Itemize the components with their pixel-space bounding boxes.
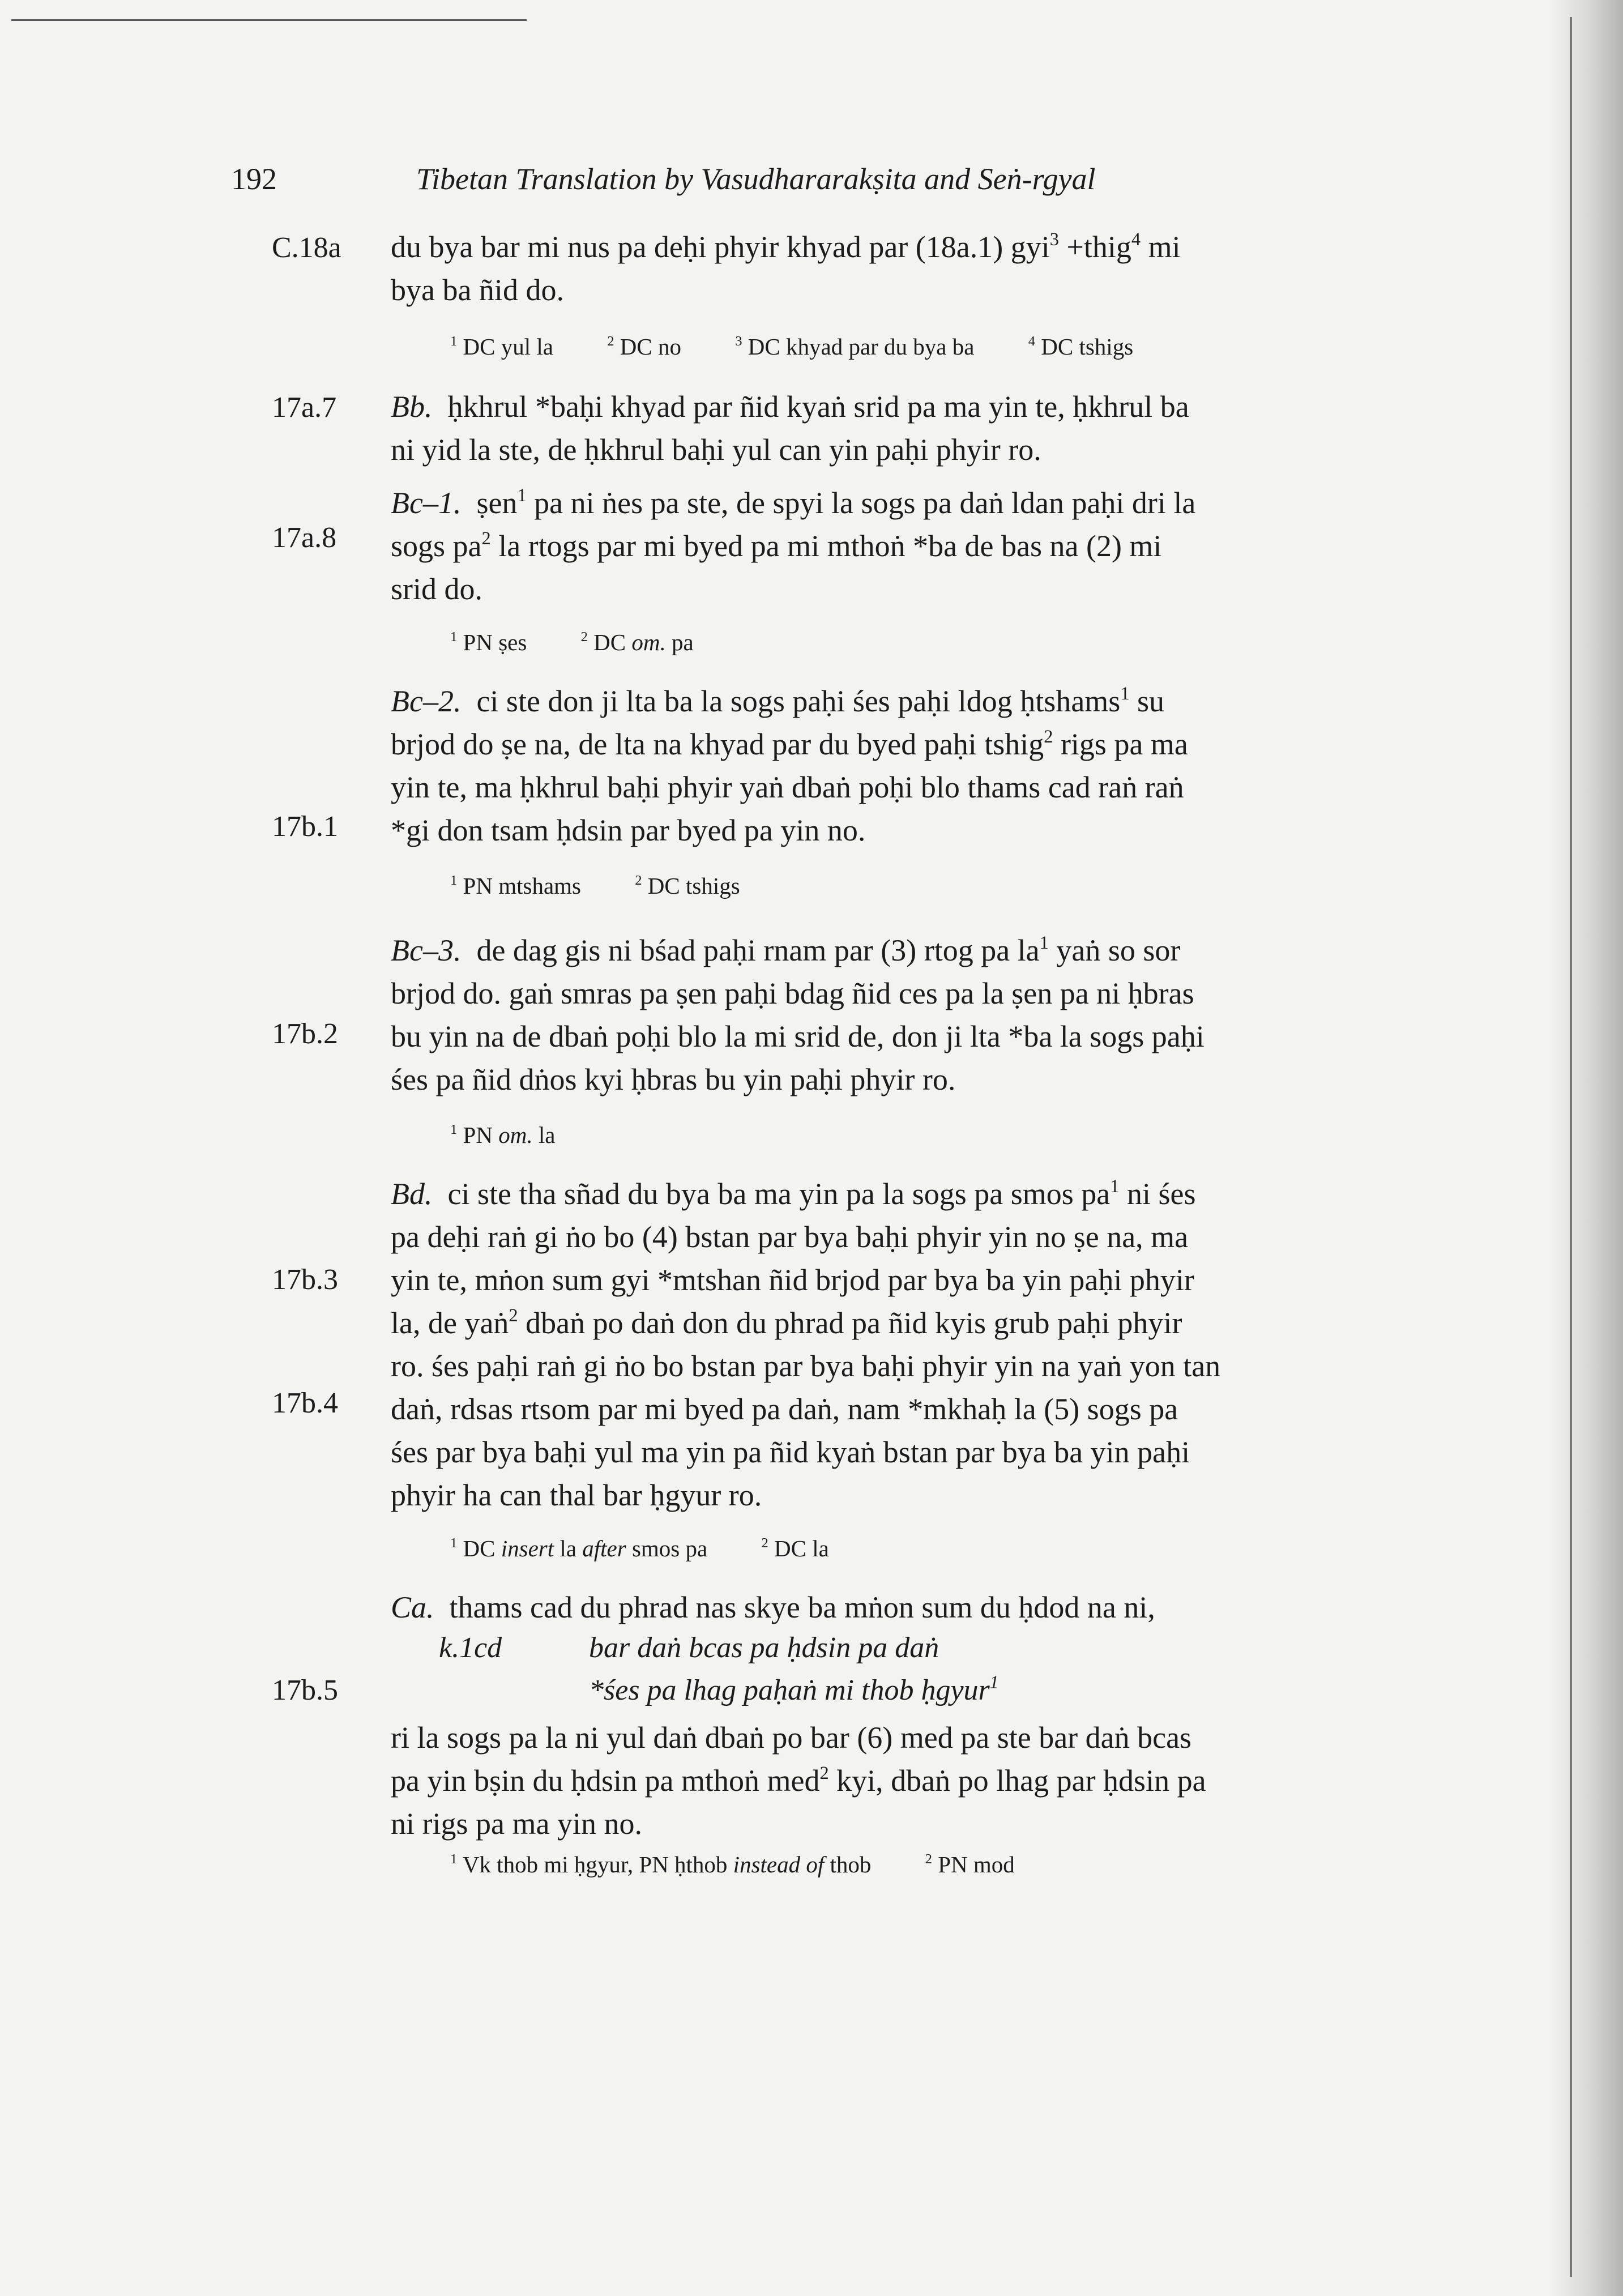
text: śes par bya baḥi yul ma yin pa ñid kyaṅ bstan par bya ba yin paḥi: [391, 1435, 1190, 1469]
margin-ref: C.18a: [272, 232, 341, 264]
section-label: Ca.: [391, 1590, 434, 1624]
text: brjod do ṣe na, de lta na khyad par du byed paḥi tshig: [391, 727, 1044, 761]
text: śes pa ñid dṅos kyi ḥbras bu yin paḥi phyir ro.: [391, 1062, 956, 1096]
footnote-text: la: [538, 1122, 556, 1148]
text: ri la sogs pa la ni yul daṅ dbaṅ po bar (6) med pa ste bar daṅ bcas: [391, 1721, 1192, 1755]
footnote-marker: 1: [1039, 932, 1049, 953]
footnotes: [450, 872, 788, 899]
paragraph-bc1: [391, 481, 1427, 611]
footnote-number: 2: [925, 1851, 932, 1867]
footnote-text: la: [559, 1535, 577, 1561]
footnote-text: DC: [463, 1535, 496, 1561]
text: ḥkhrul *baḥi khyad par ñid kyaṅ srid pa ma yin te, ḥkhrul ba: [447, 390, 1189, 424]
footnote-number: 2: [761, 1535, 768, 1551]
footnotes: [450, 629, 742, 656]
text: ni rigs pa ma yin no.: [391, 1807, 642, 1841]
page-edge-shadow: [1549, 0, 1623, 2296]
footnote-number: 4: [1028, 334, 1035, 349]
page-header: [0, 161, 1623, 207]
footnote-text: DC: [593, 629, 626, 655]
top-rule: [11, 19, 527, 21]
footnote-text: DC khyad par du bya ba: [748, 334, 975, 360]
text: de dag gis ni bśad paḥi rnam par (3) rtog pa la: [476, 933, 1040, 967]
section-label: Bc–3.: [391, 933, 462, 967]
footnote-number: 1: [450, 629, 458, 645]
footnote-text: Vk thob mi ḥgyur, PN ḥthob: [462, 1851, 728, 1877]
running-head: Tibetan Translation by Vasudhararakṣita and Seṅ-rgyal: [416, 162, 1096, 196]
text: pa ni ṅes pa ste, de spyi la sogs pa daṅ ldan paḥi dri la: [526, 486, 1196, 520]
margin-ref: 17b.1: [272, 810, 338, 843]
footnote-marker: 3: [1049, 229, 1059, 250]
karika-ref: k.1cd: [439, 1632, 502, 1664]
footnote-text: instead of: [733, 1851, 825, 1877]
verse-line: [589, 1674, 998, 1707]
footnote-text: om.: [631, 629, 666, 655]
margin-ref: 17b.5: [272, 1674, 338, 1706]
text: la, de yaṅ: [391, 1306, 509, 1340]
text: ni yid la ste, de ḥkhrul baḥi yul can yin paḥi phyir ro.: [391, 433, 1041, 467]
section-label: Bb.: [391, 390, 433, 424]
footnote-text: pa: [671, 629, 694, 655]
text: mi: [1141, 230, 1181, 264]
paragraph-bb: [391, 385, 1427, 471]
paragraph-ca-commentary: [391, 1716, 1427, 1845]
margin-ref: 17a.7: [272, 391, 337, 424]
text: du bya bar mi nus pa deḥi phyir khyad par (18a.1) gyi: [391, 230, 1050, 264]
text: brjod do. gaṅ smras pa ṣen paḥi bdag ñid ces pa la ṣen pa ni ḥbras: [391, 976, 1194, 1010]
footnote-number: 2: [580, 629, 588, 645]
margin-ref: 17a.8: [272, 522, 337, 554]
margin-ref: 17b.3: [272, 1264, 338, 1296]
footnote-marker: 4: [1131, 229, 1141, 250]
footnotes: [450, 333, 1181, 360]
footnote-number: 3: [735, 334, 742, 349]
verse-line: bar daṅ bcas pa ḥdsin pa daṅ: [589, 1632, 939, 1664]
section-label: Bc–1.: [391, 486, 462, 520]
section-label: Bd.: [391, 1177, 433, 1211]
text: yaṅ so sor: [1048, 933, 1181, 967]
text: bu yin na de dbaṅ poḥi blo la mi srid de, don ji lta *ba la sogs paḥi: [391, 1019, 1205, 1053]
footnote-marker: 1: [1110, 1176, 1120, 1197]
text: *gi don tsam ḥdsin par byed pa yin no.: [391, 813, 866, 847]
text: pa yin bṣin du ḥdsin pa mthoṅ med: [391, 1764, 820, 1798]
footnote-number: 2: [635, 873, 642, 889]
text: ci ste tha sñad du bya ba ma yin pa la sogs pa smos pa: [447, 1177, 1111, 1211]
footnote-number: 1: [450, 1851, 458, 1867]
footnote-text: insert: [501, 1535, 554, 1561]
footnote-text: smos pa: [631, 1535, 708, 1561]
footnote-text: DC la: [774, 1535, 829, 1561]
text: rigs pa ma: [1053, 727, 1188, 761]
text: *śes pa lhag paḥaṅ mi thob ḥgyur: [589, 1674, 990, 1706]
margin-ref: 17b.4: [272, 1387, 338, 1419]
paragraph-bd: [391, 1172, 1427, 1517]
text: ni śes: [1119, 1177, 1196, 1211]
footnote-marker: 2: [481, 528, 491, 549]
footnote-text: after: [582, 1535, 626, 1561]
text: la rtogs par mi byed pa mi mthoṅ *ba de bas na (2) mi: [490, 529, 1162, 563]
footnote-text: PN ṣes: [463, 629, 527, 655]
footnote-number: 1: [450, 334, 458, 349]
text: sogs pa: [391, 529, 482, 563]
text: ci ste don ji lta ba la sogs paḥi śes paḥi ldog ḥtshams: [476, 684, 1121, 718]
footnote-text: DC yul la: [463, 334, 553, 360]
footnote-marker: 1: [1120, 683, 1130, 704]
footnote-text: DC tshigs: [647, 873, 740, 899]
text: thams cad du phrad nas skye ba mṅon sum du ḥdod na ni,: [449, 1590, 1155, 1624]
footnote-marker: 1: [517, 485, 527, 506]
text: daṅ, rdsas rtsom par mi byed pa daṅ, nam *mkhaḥ la (5) sogs pa: [391, 1392, 1178, 1426]
section-label: Bc–2.: [391, 684, 462, 718]
page-edge-line: [1570, 17, 1572, 2277]
paragraph-ca: [391, 1586, 1427, 1629]
text: ro. śes paḥi raṅ gi ṅo bo bstan par bya baḥi phyir yin na yaṅ yon tan: [391, 1349, 1221, 1383]
text: srid do.: [391, 572, 482, 606]
text: +thig: [1058, 230, 1131, 264]
footnote-marker: 2: [509, 1305, 518, 1326]
footnotes: [450, 1851, 1063, 1878]
text: pa deḥi raṅ gi ṅo bo (4) bstan par bya baḥi phyir yin no ṣe na, ma: [391, 1220, 1189, 1254]
footnote-text: thob: [830, 1851, 872, 1877]
footnotes: [450, 1121, 603, 1149]
footnote-text: PN mtshams: [463, 873, 581, 899]
margin-ref: 17b.2: [272, 1018, 338, 1050]
footnote-text: DC no: [620, 334, 681, 360]
text: kyi, dbaṅ po lhag par ḥdsin pa: [828, 1764, 1206, 1798]
footnote-marker: 1: [989, 1672, 999, 1692]
footnote-number: 2: [607, 334, 614, 349]
footnote-number: 1: [450, 873, 458, 889]
page-number: 192: [231, 162, 277, 196]
paragraph-bc3: [391, 929, 1427, 1101]
paragraph-bc2: [391, 680, 1427, 852]
text: bya ba ñid do.: [391, 273, 564, 307]
footnote-number: 1: [450, 1535, 458, 1551]
text: dbaṅ po daṅ don du phrad pa ñid kyis grub paḥi phyir: [518, 1306, 1182, 1340]
footnote-marker: 2: [819, 1762, 829, 1783]
footnotes: [450, 1535, 877, 1562]
footnote-text: PN: [463, 1122, 493, 1148]
paragraph-intro: [391, 225, 1427, 311]
text: phyir ha can thal bar ḥgyur ro.: [391, 1478, 762, 1512]
footnote-text: DC tshigs: [1041, 334, 1134, 360]
text: yin te, mṅon sum gyi *mtshan ñid brjod par bya ba yin paḥi phyir: [391, 1263, 1194, 1297]
footnote-marker: 2: [1044, 726, 1053, 747]
footnote-number: 1: [450, 1122, 458, 1138]
footnote-text: om.: [498, 1122, 533, 1148]
text: yin te, ma ḥkhrul baḥi phyir yaṅ dbaṅ poḥi blo thams cad raṅ raṅ: [391, 770, 1184, 804]
text: su: [1129, 684, 1165, 718]
text: ṣen: [476, 486, 518, 520]
footnote-text: PN mod: [938, 1851, 1015, 1877]
